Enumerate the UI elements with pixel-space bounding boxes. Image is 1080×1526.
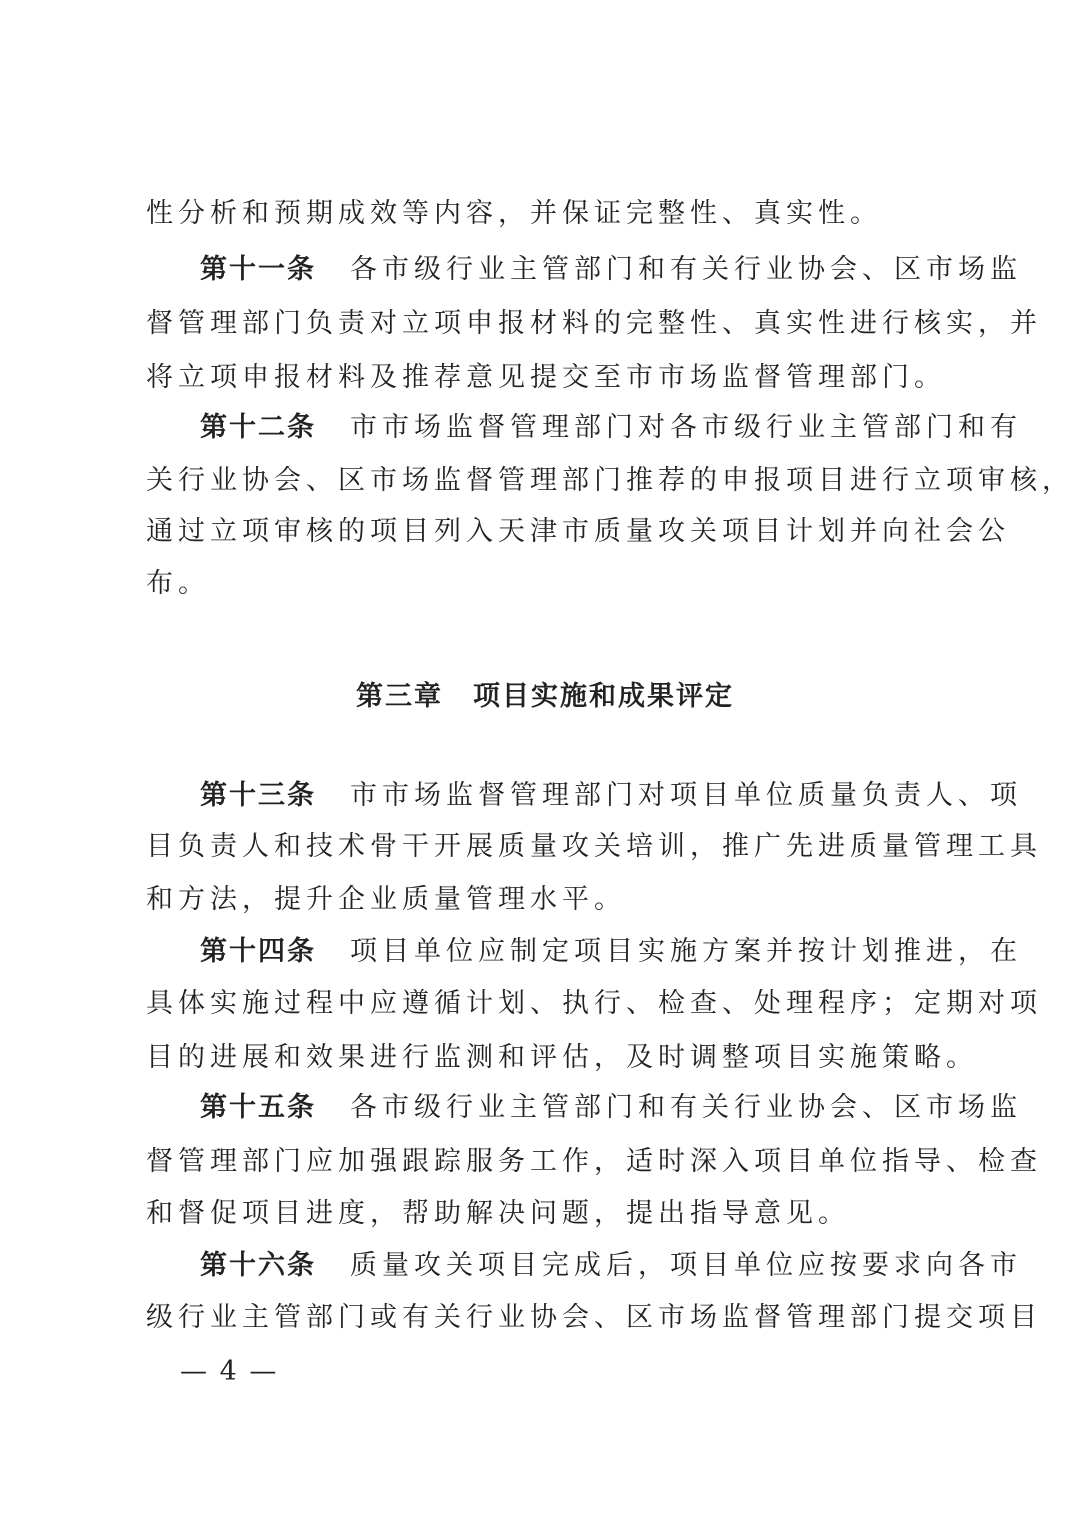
article-12-line-1: [200, 414, 1022, 441]
chapter-heading: [0, 674, 1080, 713]
article-12-line-3: 通过立项审核的项目列入天津市质量攻关项目计划并向社会公: [146, 516, 1010, 547]
chapter-number: 第三章: [356, 681, 443, 712]
article-16-line-1: [200, 1252, 1022, 1279]
article-14-line-2: 具体实施过程中应遵循计划、执行、检查、处理程序；定期对项: [146, 988, 1042, 1019]
article-13-line-3: 和方法，提升企业质量管理水平。: [146, 884, 626, 915]
article-14-number: 第十四条: [200, 936, 316, 967]
article-12-number: 第十二条: [200, 412, 316, 443]
article-14-line-1: [200, 938, 1022, 965]
article-11-number: 第十一条: [200, 254, 316, 285]
article-16-number: 第十六条: [200, 1250, 316, 1281]
article-13-text-1: 市市场监督管理部门对项目单位质量负责人、项: [350, 780, 1022, 811]
article-15-line-2: 督管理部门应加强跟踪服务工作，适时深入项目单位指导、检查: [146, 1146, 1042, 1177]
article-11-line-2: 督管理部门负责对立项申报材料的完整性、真实性进行核实，并: [146, 308, 1042, 339]
article-13-line-2: 目负责人和技术骨干开展质量攻关培训，推广先进质量管理工具: [146, 831, 1042, 862]
article-14-text-1: 项目单位应制定项目实施方案并按计划推进，在: [350, 936, 1022, 967]
article-16-line-2: 级行业主管部门或有关行业协会、区市场监督管理部门提交项目: [146, 1302, 1042, 1333]
article-11-line-3: 将立项申报材料及推荐意见提交至市市场监督管理部门。: [146, 362, 946, 393]
article-12-line-4: 布。: [146, 568, 210, 599]
article-15-number: 第十五条: [200, 1092, 316, 1123]
article-12-text-1: 市市场监督管理部门对各市级行业主管部门和有: [350, 412, 1022, 443]
article-13-line-1: [200, 782, 1022, 809]
article-14-line-3: 目的进展和效果进行监测和评估，及时调整项目实施策略。: [146, 1042, 978, 1073]
chapter-title: 项目实施和成果评定: [473, 681, 734, 712]
article-16-text-1: 质量攻关项目完成后，项目单位应按要求向各市: [350, 1250, 1022, 1281]
body-line: 性分析和预期成效等内容，并保证完整性、真实性。: [146, 198, 882, 229]
article-12-line-2: 关行业协会、区市场监督管理部门推荐的申报项目进行立项审核，: [146, 465, 1074, 496]
article-15-text-1: 各市级行业主管部门和有关行业协会、区市场监: [350, 1092, 1022, 1123]
article-13-number: 第十三条: [200, 780, 316, 811]
article-15-line-3: 和督促项目进度，帮助解决问题，提出指导意见。: [146, 1198, 850, 1229]
page-number: — 4 —: [180, 1356, 279, 1387]
article-11-line-1: [200, 256, 1022, 283]
article-11-text-1: 各市级行业主管部门和有关行业协会、区市场监: [350, 254, 1022, 285]
article-15-line-1: [200, 1094, 1022, 1121]
